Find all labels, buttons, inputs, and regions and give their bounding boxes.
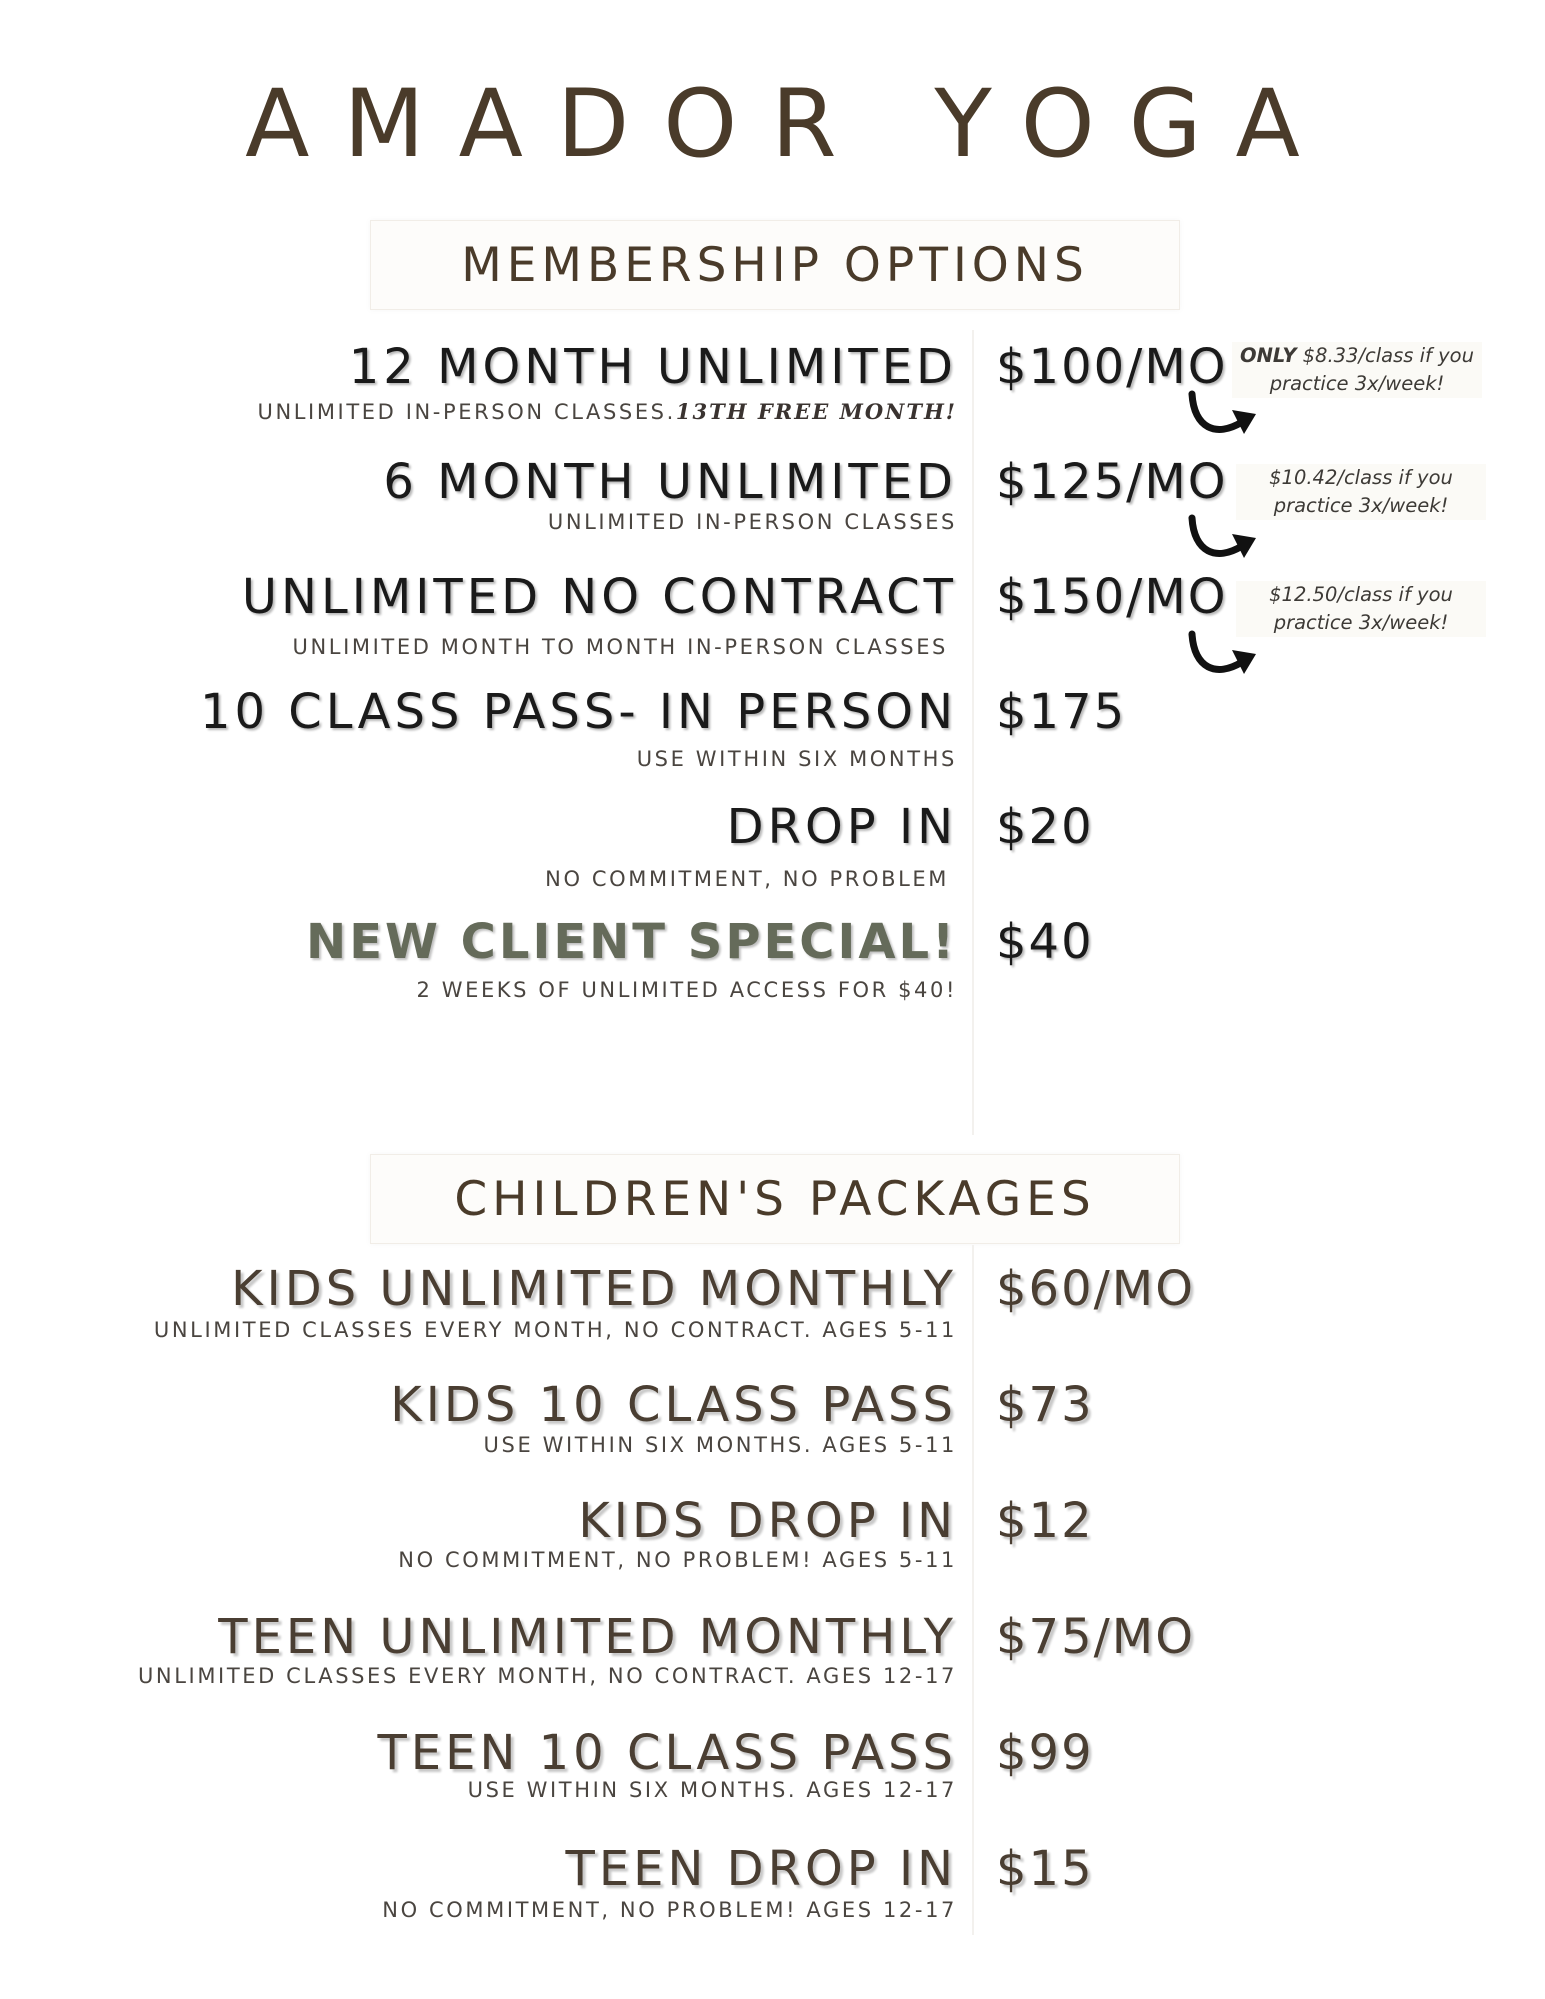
membership-item-price: $125/MO — [996, 454, 1228, 510]
children-item-sub: UNLIMITED CLASSES EVERY MONTH, NO CONTRACT. AGES 12-17 — [137, 1664, 957, 1688]
membership-item-sub: UNLIMITED MONTH TO MONTH IN-PERSON CLASSES — [292, 635, 948, 659]
children-item-name: TEEN 10 CLASS PASS — [377, 1725, 957, 1781]
free-month-highlight: 13TH FREE MONTH! — [675, 399, 957, 424]
membership-heading: MEMBERSHIP OPTIONS — [461, 237, 1089, 293]
membership-item-name: 6 MONTH UNLIMITED — [383, 454, 957, 510]
children-item-price: $15 — [996, 1841, 1094, 1897]
children-divider — [972, 1245, 974, 1935]
membership-heading-box — [370, 220, 1180, 310]
membership-item-name: 12 MONTH UNLIMITED — [348, 339, 957, 395]
per-class-note: $10.42/class if you practice 3x/week! — [1236, 464, 1486, 520]
curved-arrow-icon — [1186, 512, 1266, 574]
membership-item-price: $150/MO — [996, 569, 1228, 625]
membership-item-price: $100/MO — [996, 339, 1228, 395]
children-item-name: KIDS UNLIMITED MONTHLY — [231, 1261, 957, 1317]
children-item-sub: USE WITHIN SIX MONTHS. AGES 5-11 — [483, 1433, 957, 1457]
children-heading: CHILDREN'S PACKAGES — [454, 1171, 1096, 1227]
membership-item-sub: 2 WEEKS OF UNLIMITED ACCESS FOR $40! — [416, 978, 957, 1002]
children-item-price: $75/MO — [996, 1609, 1195, 1665]
membership-item-name: 10 CLASS PASS- IN PERSON — [199, 684, 957, 740]
children-item-name: KIDS DROP IN — [578, 1493, 957, 1549]
children-item-price: $73 — [996, 1377, 1094, 1433]
children-heading-box — [370, 1154, 1180, 1244]
children-item-price: $12 — [996, 1493, 1094, 1549]
membership-divider — [972, 330, 974, 1135]
curved-arrow-icon — [1186, 388, 1266, 450]
curved-arrow-icon — [1186, 628, 1266, 690]
children-item-name: TEEN DROP IN — [565, 1841, 957, 1897]
children-item-price: $99 — [996, 1725, 1094, 1781]
membership-item-name: UNLIMITED NO CONTRACT — [241, 569, 957, 625]
children-item-sub: USE WITHIN SIX MONTHS. AGES 12-17 — [467, 1778, 957, 1802]
membership-item-price: $20 — [996, 799, 1094, 855]
children-item-price: $60/MO — [996, 1261, 1195, 1317]
page-title: AMADOR YOGA — [245, 70, 1334, 179]
per-class-note: $12.50/class if you practice 3x/week! — [1236, 581, 1486, 637]
membership-item-sub: NO COMMITMENT, NO PROBLEM — [545, 867, 949, 891]
children-item-name: KIDS 10 CLASS PASS — [390, 1377, 957, 1433]
children-item-sub: NO COMMITMENT, NO PROBLEM! AGES 5-11 — [398, 1548, 957, 1572]
membership-item-sub: UNLIMITED IN-PERSON CLASSES.13TH FREE MONTH! — [257, 399, 957, 424]
new-client-special-name: NEW CLIENT SPECIAL! — [306, 914, 957, 970]
per-class-note: ONLY $8.33/class if you practice 3x/week! — [1232, 342, 1482, 398]
membership-item-name: DROP IN — [726, 799, 957, 855]
children-item-name: TEEN UNLIMITED MONTHLY — [218, 1609, 957, 1665]
children-item-sub: UNLIMITED CLASSES EVERY MONTH, NO CONTRACT. AGES 5-11 — [153, 1318, 957, 1342]
membership-item-price: $40 — [996, 914, 1094, 970]
children-item-sub: NO COMMITMENT, NO PROBLEM! AGES 12-17 — [382, 1898, 957, 1922]
membership-item-sub: USE WITHIN SIX MONTHS — [636, 747, 957, 771]
membership-item-price: $175 — [996, 684, 1127, 740]
membership-item-sub: UNLIMITED IN-PERSON CLASSES — [547, 510, 957, 534]
